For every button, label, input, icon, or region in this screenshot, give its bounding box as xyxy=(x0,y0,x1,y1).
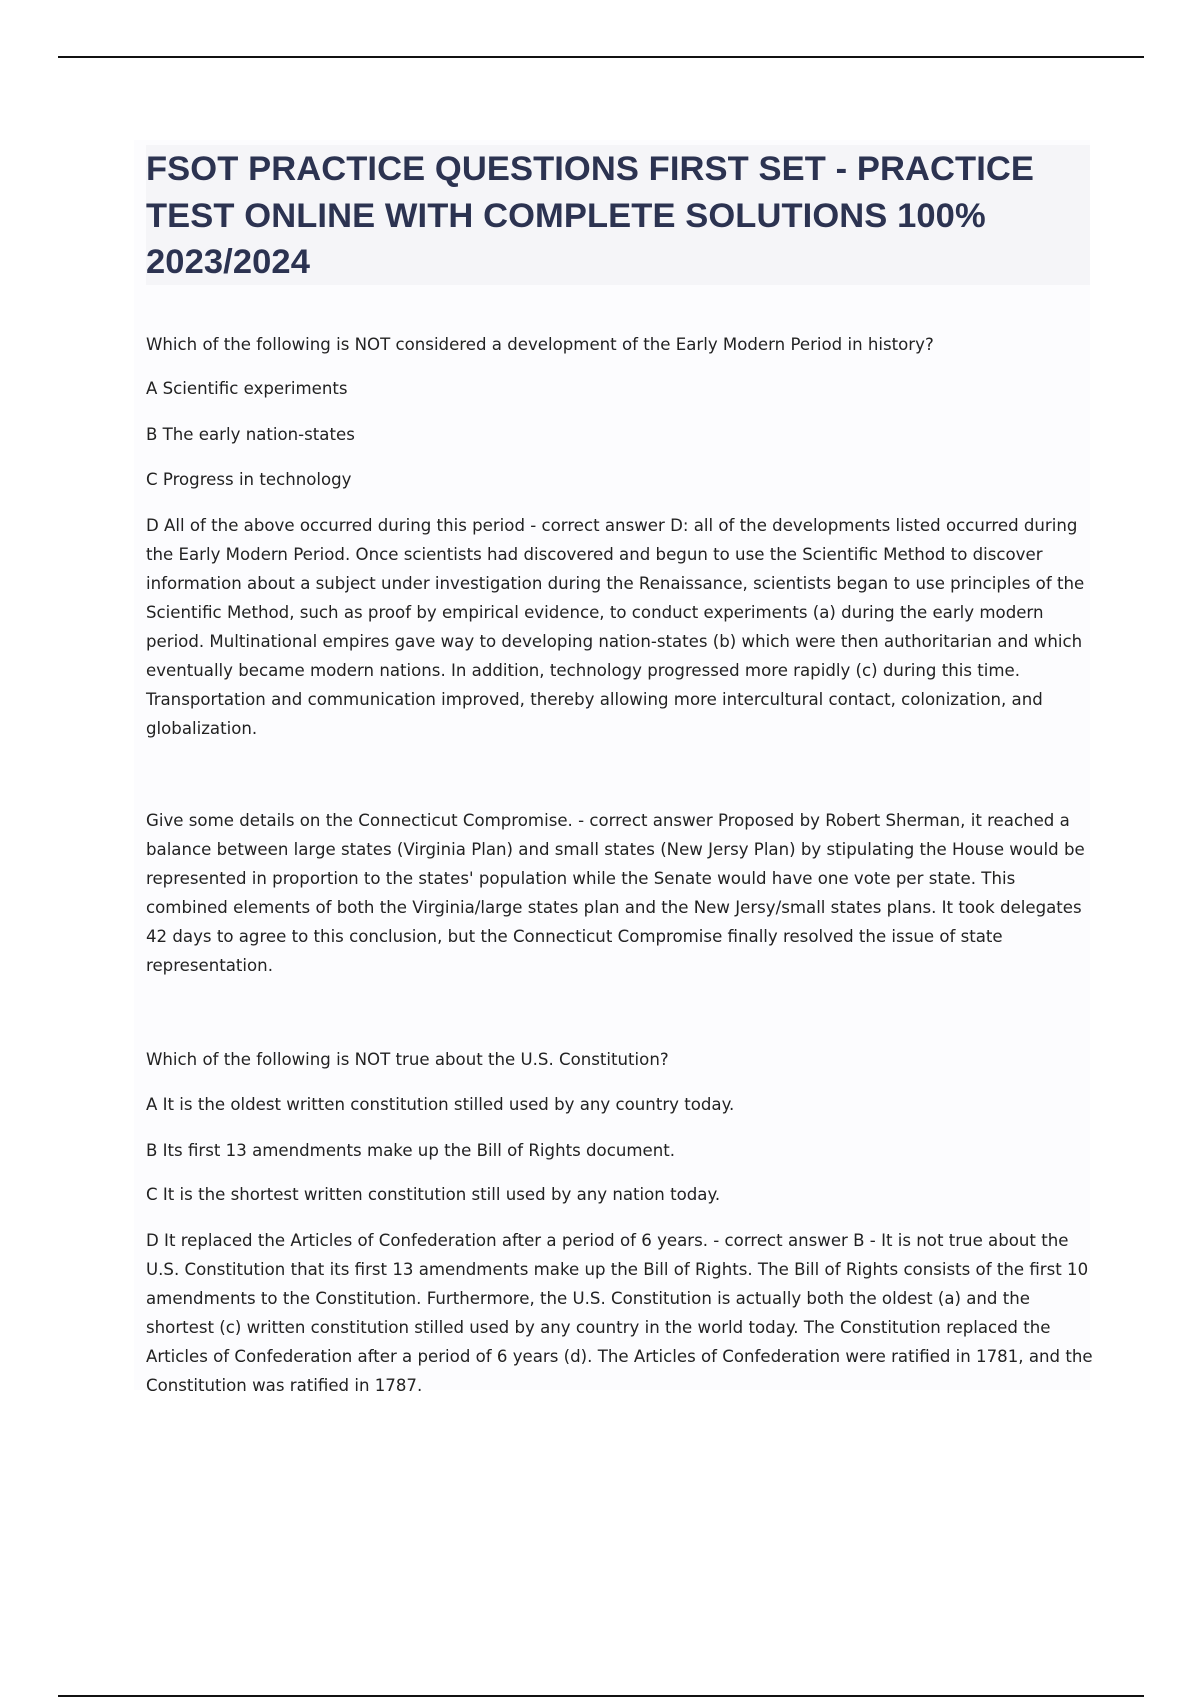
question-3-option-b: B Its first 13 amendments make up the Bill of Rights document. xyxy=(146,1141,676,1160)
document-title: FSOT PRACTICE QUESTIONS FIRST SET - PRACTICE TEST ONLINE WITH COMPLETE SOLUTIONS 100% 2023/2024 xyxy=(146,150,1035,281)
question-3-answer: D It replaced the Articles of Confederation after a period of 6 years. - correct answer B - It is not true about the U.S. Constitution that its first 13 amendments make up the Bill of Rights. The Bill of Rights consists of the first 10 amendments to the Constitution. Furthermore, the U.S. Constitution is actually both the oldest (a) and the shortest (c) written constitution stilled used by any country in the world today. The Constitution replaced the Articles of Confederation after a period of 6 years (d). The Articles of Confederation were ratified in 1781, and the Constitution was ratified in 1787. xyxy=(146,1231,1093,1395)
question-3-text: Which of the following is NOT true about the U.S. Constitution? xyxy=(146,1050,669,1069)
question-1-option-b: B The early nation-states xyxy=(146,425,355,444)
question-1-answer: D All of the above occurred during this period - correct answer D: all of the developments listed occurred during the Early Modern Period. Once scientists had discovered and begun to use the Scientific Method to discover information about a subject under investigation during the Renaissance, scientists began to use principles of the Scientific Method, such as proof by empirical evidence, to conduct experiments (a) during the early modern period. Multinational empires gave way to developing nation-states (b) which were then authoritarian and which eventually became modern nations. In addition, technology progressed more rapidly (c) during this time. Transportation and communication improved, thereby allowing more intercultural contact, colonization, and globalization. xyxy=(146,516,1085,738)
question-1-text: Which of the following is NOT considered a development of the Early Modern Period in history? xyxy=(146,335,934,354)
question-1-option-a: A Scientific experiments xyxy=(146,379,348,398)
question-3-option-a: A It is the oldest written constitution stilled used by any country today. xyxy=(146,1095,735,1114)
question-2-answer: Give some details on the Connecticut Compromise. - correct answer Proposed by Robert Sherman, it reached a balance between large states (Virginia Plan) and small states (New Jersy Plan) by stipulating the House would be represented in proportion to the states' population while the Senate would have one vote per state. This combined elements of both the Virginia/large states plan and the New Jersy/small states plans. It took delegates 42 days to agree to this conclusion, but the Connecticut Compromise finally resolved the issue of state representation. xyxy=(146,811,1085,975)
top-rule xyxy=(58,56,1144,58)
bottom-rule xyxy=(58,1695,1144,1697)
question-3-option-c: C It is the shortest written constitution still used by any nation today. xyxy=(146,1185,721,1204)
question-1-option-c: C Progress in technology xyxy=(146,470,352,489)
